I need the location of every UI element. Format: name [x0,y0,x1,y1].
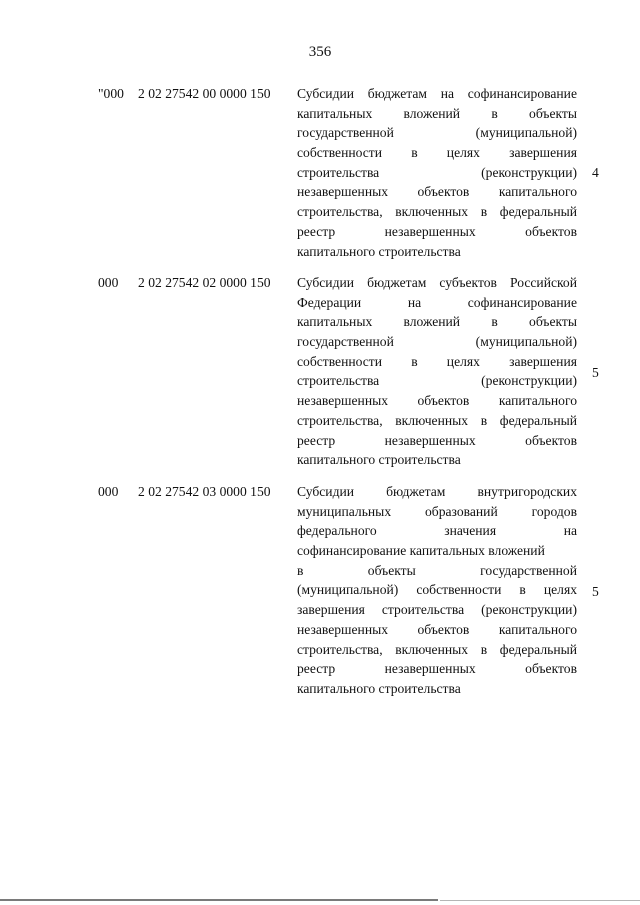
description-line: капитального строительства [297,452,461,468]
budget-classification-code: 2 02 27542 00 0000 150 [138,86,271,101]
description-line: строительства (реконструкции) [297,164,577,180]
budget-classification-code: 2 02 27542 02 0000 150 [138,275,271,290]
description-line: строительства, включенных в федеральный [297,204,577,220]
description-line: собственности в целях завершения [297,353,577,369]
description-line: Субсидии бюджетам на софинансирование [297,86,577,101]
description-line: капитального строительства [297,680,461,696]
description-line: муниципальных образований городов [297,503,577,519]
description-line: строительства (реконструкции) [297,373,577,389]
description-line: (муниципальной) собственности в целях [297,582,577,598]
description-line: собственности в целях завершения [297,145,577,161]
description-line: завершения строительства (реконструкции) [297,602,577,618]
description-line: незавершенных объектов капитального [297,621,577,637]
scan-edge-line [440,900,640,901]
description-line: незавершенных объектов капитального [297,184,577,200]
description-line: строительства, включенных в федеральный [297,641,577,657]
description-line: федерального значения на [297,523,577,539]
description-line: незавершенных объектов капитального [297,393,577,409]
admin-code: "000 [98,86,124,101]
description-line: Субсидии бюджетам внутригородских [297,484,577,499]
description-line: капитального строительства [297,243,461,259]
description-line: реестр незавершенных объектов [297,223,577,239]
description-line: строительства, включенных в федеральный [297,412,577,428]
description-line: Субсидии бюджетам субъектов Российской [297,275,577,290]
budget-classification-code: 2 02 27542 03 0000 150 [138,484,271,499]
level-number: 5 [592,584,599,599]
description-line: государственной (муниципальной) [297,125,577,141]
income-description [297,84,577,261]
admin-code: 000 [98,484,119,499]
income-description [297,273,577,470]
description-line: государственной (муниципальной) [297,334,577,350]
description-line: реестр незавершенных объектов [297,661,577,677]
level-number: 5 [592,365,599,380]
description-line: софинансирование капитальных вложений [297,543,545,559]
description-line: в объекты государственной [297,562,577,578]
income-description [297,482,577,699]
scan-edge-line [0,899,438,901]
description-line: реестр незавершенных объектов [297,432,577,448]
level-number: 4 [592,165,599,180]
description-line: капитальных вложений в объекты [297,105,577,121]
admin-code: 000 [98,275,119,290]
page-number: 356 [308,44,332,60]
description-line: Федерации на софинансирование [297,294,577,310]
description-line: капитальных вложений в объекты [297,314,577,330]
